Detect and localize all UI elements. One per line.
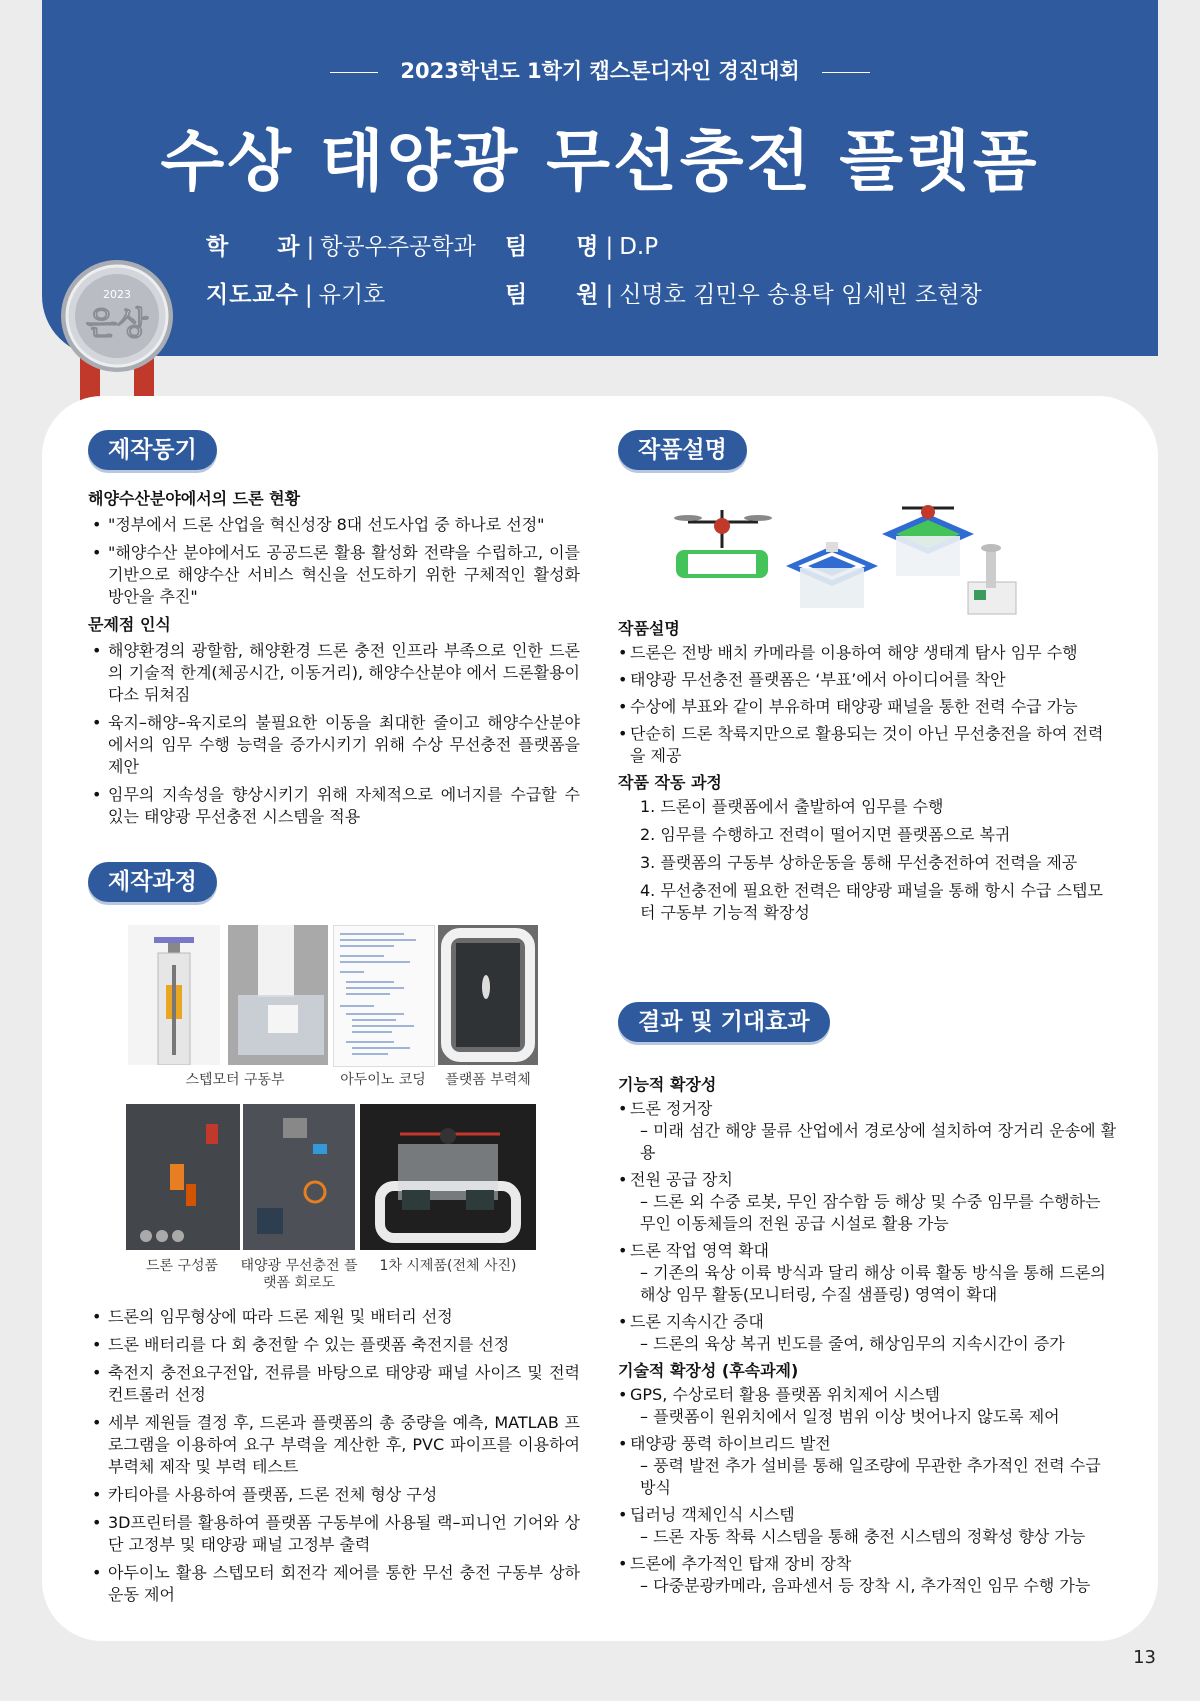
photo-caption: 1차 시제품(전체 사진) [379,1258,517,1274]
process-section [88,1302,580,1612]
list-item: • "해양수산 분야에서도 공공드론 활용 활성화 전략을 수립하고, 이를 기반으로 해양수산 서비스 혁신을 선도하기 위한 구체적인 활성화 방안을 추진" [88,542,580,608]
header-banner [42,0,1158,356]
dept-key: 학 과 [206,234,301,260]
operation-steps [618,796,1118,924]
section-results-pill: 결과 및 기대효과 [618,1002,830,1042]
photo-caption: 아두이노 코딩 [340,1072,426,1088]
description-heading-2: 작품 작동 과정 [618,773,722,792]
item-detail: – 플랫폼이 원위치에서 일정 범위 이상 벗어나지 않도록 제어 [640,1407,1060,1426]
list-item: • 축전지 충전요구전압, 전류를 바탕으로 태양광 패널 사이즈 및 전력 컨트롤러 선정 [88,1362,580,1406]
item-title: 딥러닝 객체인식 시스템 [630,1505,795,1524]
list-item [618,1504,1118,1548]
list-item: • 세부 제원들 결정 후, 드론과 플랫폼의 총 중량을 예측, MATLAB 프로그램을 이용하여 요구 부력을 계산한 후, PVC 파이프를 이용하여 부력체 제작 및 부력 테스트 [88,1412,580,1478]
photo-caption: 플랫폼 부력체 [445,1072,531,1088]
results-list-2 [618,1384,1118,1597]
results-section [618,1074,1118,1602]
section-motivation-pill: 제작동기 [88,430,217,470]
photo-caption: 태양광 무선충전 플랫폼 회로도 [240,1258,358,1291]
section-description-pill: 작품설명 [618,430,747,470]
page-number: 13 [1133,1647,1156,1668]
divider-right [822,72,870,73]
advisor-value: 유기호 [318,282,386,308]
arduino-code-screenshot [333,925,435,1067]
list-item [618,1098,1118,1164]
members-value: 신명호 김민우 송용탁 임세빈 조현창 [619,282,982,308]
motivation-heading-1: 해양수산분야에서의 드론 현황 [88,489,301,508]
list-item: • 태양광 무선충전 플랫폼은 ‘부표’에서 아이디어를 착안 [618,669,1118,691]
description-heading-1: 작품설명 [618,619,680,638]
step-motor-real-photo [228,925,328,1065]
photo-caption: 스텝모터 구동부 [185,1072,285,1088]
item-title: 전원 공급 장치 [630,1170,733,1189]
item-detail: – 드론 자동 착륙 시스템을 통해 충전 시스템의 정확성 향상 가능 [640,1527,1086,1546]
advisor-row: 지도교수 | 유기호 [206,282,386,308]
item-detail: – 기존의 육상 이륙 방식과 달리 해상 이륙 활동 방식을 통해 드론의 해상 임무 활동(모니터링, 수질 샘플링) 영역이 확대 [640,1263,1106,1304]
item-title: GPS, 수상로터 활용 플랫폼 위치제어 시스템 [630,1385,941,1404]
list-item [618,1433,1118,1499]
motivation-list-1 [88,514,580,608]
item-detail: – 미래 섬간 해양 물류 산업에서 경로상에 설치하여 장거리 운송에 활용 [640,1121,1117,1162]
project-title: 수상 태양광 무선충전 플랫폼 [160,123,1040,200]
list-item: 4. 무선충전에 필요한 전력은 태양광 패널을 통해 항시 수급 스텝모터 구동부 기능적 확장성 [640,881,1103,922]
step-motor-photo [128,925,220,1065]
advisor-key: 지도교수 [206,282,299,308]
results-heading-1: 기능적 확장성 [618,1075,717,1094]
list-item: • 임무의 지속성을 향상시키기 위해 자체적으로 에너지를 수급할 수 있는 태양광 무선충전 시스템을 적용 [88,784,580,828]
team-name-row: 팀 명 | D.P [505,234,659,260]
list-item: • 드론 배터리를 다 회 충전할 수 있는 플랫폼 축전지를 선정 [88,1334,580,1356]
silver-medal-icon [52,258,182,418]
results-heading-2: 기술적 확장성 (후속과제) [618,1361,799,1380]
item-title: 드론 지속시간 증대 [630,1312,764,1331]
list-item [618,1311,1118,1355]
list-item [618,1240,1118,1306]
list-item: • "정부에서 드론 산업을 혁신성장 8대 선도사업 중 하나로 선정" [88,514,580,536]
item-title: 드론 작업 영역 확대 [630,1241,769,1260]
members-row: 팀 원 | 신명호 김민우 송용탁 임세빈 조현창 [505,282,982,308]
list-item [618,1384,1118,1428]
list-item: • 단순히 드론 착륙지만으로 활용되는 것이 아닌 무선충전을 하여 전력을 제공 [618,723,1118,767]
members-key: 팀 원 [505,282,600,308]
team-name-key: 팀 명 [505,234,600,260]
list-item: • 카티아를 사용하여 플랫폼, 드론 전체 형상 구성 [88,1484,580,1506]
item-title: 태양광 풍력 하이브리드 발전 [630,1434,831,1453]
list-item: 1. 드론이 플랫폼에서 출발하여 임무를 수행 [640,797,944,816]
description-section [618,618,1118,930]
item-detail: – 드론 외 수중 로봇, 무인 잠수함 등 해상 및 수중 임무를 수행하는 무인 이동체들의 전원 공급 시설로 활용 가능 [640,1192,1101,1233]
event-title: 2023학년도 1학기 캡스톤디자인 경진대회 [400,59,800,83]
list-item: • 해양환경의 광할함, 해양환경 드론 충전 인프라 부족으로 인한 드론의 기술적 한계(체공시간, 이동거리), 해양수산분야 에서 드론활용이 다소 뒤쳐짐 [88,640,580,706]
platform-buoy-photo [438,925,538,1065]
list-item: • 드론의 임무형상에 따라 드론 제원 및 배터리 선정 [88,1306,580,1328]
item-detail: – 드론의 육상 복귀 빈도를 줄여, 해상임무의 지속시간이 증가 [640,1334,1065,1353]
list-item: • 수상에 부표와 같이 부유하며 태양광 패널을 통한 전력 수급 가능 [618,696,1118,718]
list-item: • 육지–해양–육지로의 불필요한 이동을 최대한 줄이고 해양수산분야에서의 임무 수행 능력을 증가시키기 위해 수상 무선충전 플랫폼을 제안 [88,712,580,778]
process-list [88,1306,580,1606]
item-title: 드론에 추가적인 탑재 장비 장착 [630,1554,852,1573]
list-item: • 드론은 전방 배치 카메라를 이용하여 해양 생태계 탐사 임무 수행 [618,642,1118,664]
photo-caption: 드론 구성품 [145,1258,219,1274]
prototype-photo [360,1104,536,1250]
section-process-pill: 제작과정 [88,862,217,902]
item-detail: – 다중분광카메라, 음파센서 등 장착 시, 추가적인 임무 수행 가능 [640,1576,1091,1595]
list-item: • 아두이노 활용 스텝모터 회전각 제어를 통한 무선 충전 구동부 상하 운동 제어 [88,1562,580,1606]
event-title-row [42,55,1158,85]
item-detail: – 풍력 발전 추가 설비를 통해 일조량에 무관한 추가적인 전력 수급 방식 [640,1456,1101,1497]
list-item: 2. 임무를 수행하고 전력이 떨어지면 플랫폼으로 복귀 [640,825,1011,844]
list-item [618,1553,1118,1597]
list-item [618,1169,1118,1235]
dept-value: 항공우주공학과 [320,234,476,260]
motivation-list-2 [88,640,580,828]
drone-components-photo [126,1104,240,1250]
results-list-1 [618,1098,1118,1355]
team-name-value: D.P [619,234,659,260]
list-item: 3. 플랫폼의 구동부 상하운동을 통해 무선충전하여 전력을 제공 [640,853,1078,872]
motivation-heading-2: 문제점 인식 [88,615,171,634]
medal-year: 2023 [103,288,131,301]
motivation-section [88,488,580,834]
medal-label: 은상 [86,304,148,342]
solar-circuit-photo [243,1104,355,1250]
item-title: 드론 정거장 [630,1099,713,1118]
list-item: • 3D프린터를 활용하여 플랫폼 구동부에 사용될 랙–피니언 기어와 상단 고정부 및 태양광 패널 고정부 출력 [88,1512,580,1556]
platform-render-illustration [668,492,1030,616]
description-list [618,642,1118,767]
dept-row: 학 과 | 항공우주공학과 [206,234,476,260]
divider-left [330,72,378,73]
